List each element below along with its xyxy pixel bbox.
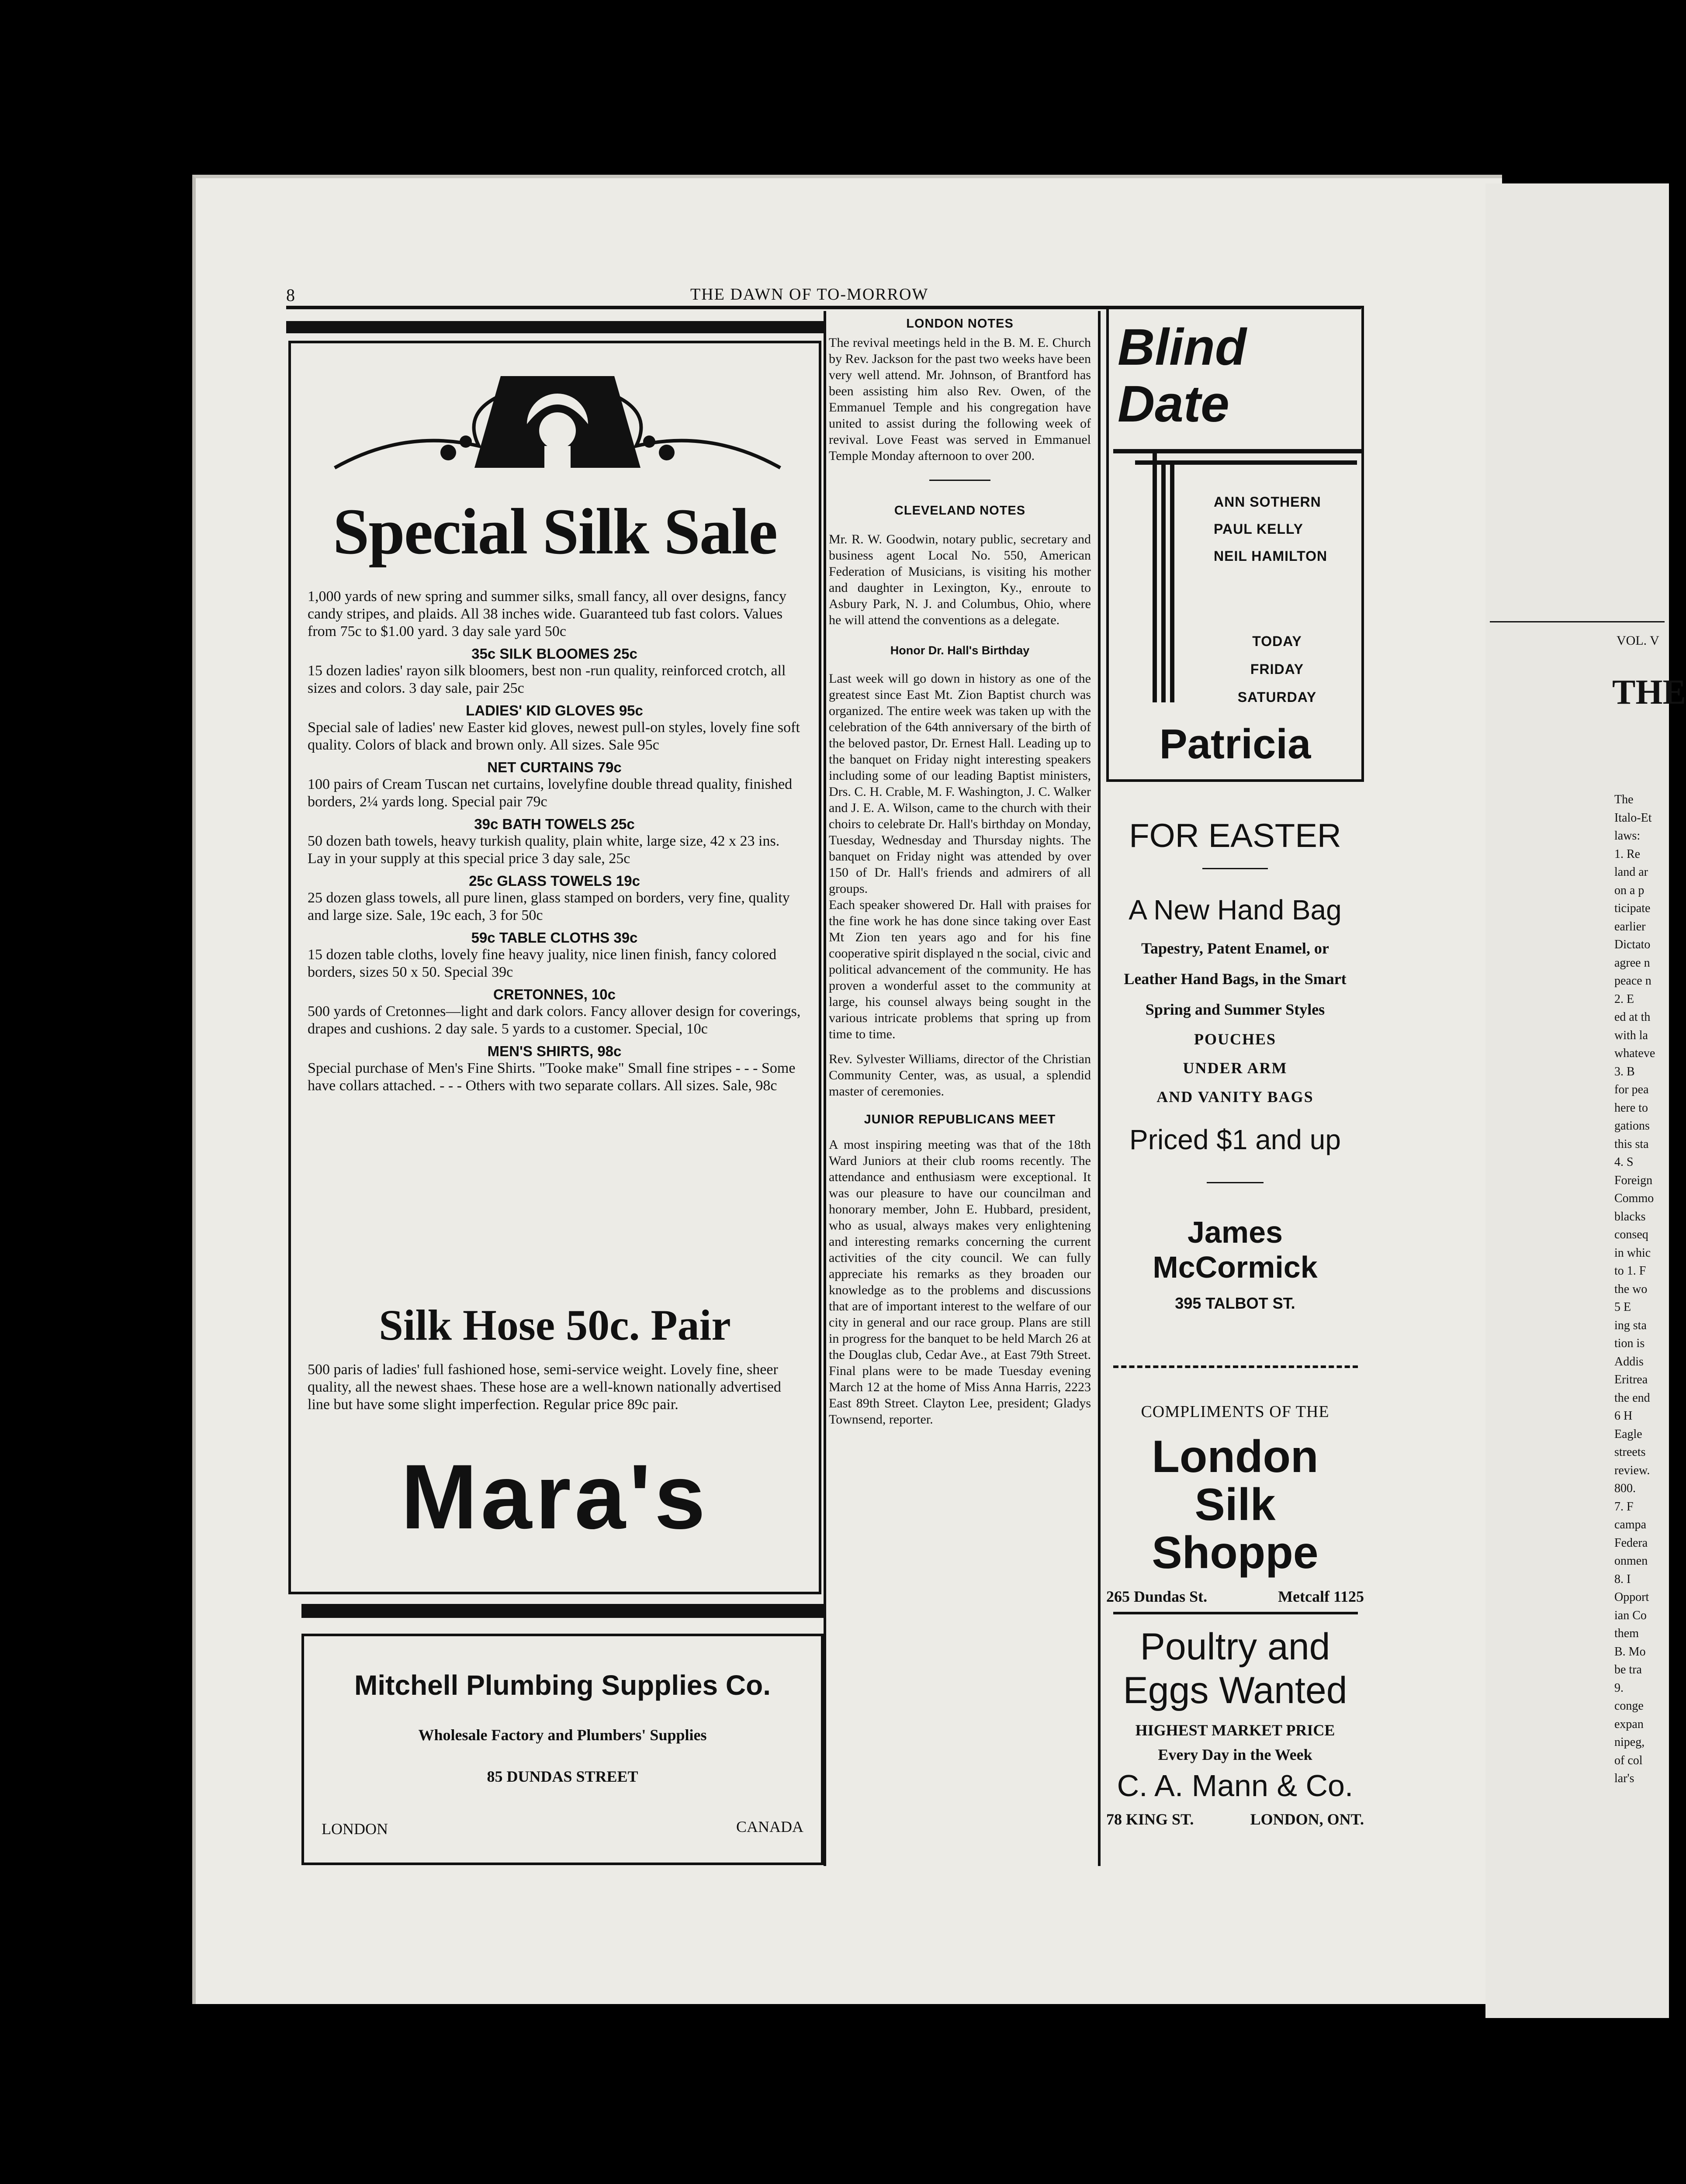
article-heading: Honor Dr. Hall's Birthday — [890, 644, 1030, 657]
fragment: agree n — [1614, 956, 1650, 970]
item-heading: 39c BATH TOWELS 25c — [474, 816, 635, 832]
shoppe-name-line2: Silk Shoppe — [1152, 1479, 1319, 1578]
column-rule — [1098, 311, 1101, 1866]
article-heading: CLEVELAND NOTES — [894, 504, 1026, 518]
item-heading: 35c SILK BLOOMES 25c — [471, 646, 637, 662]
item-text: 25 dozen glass towels, all pure linen, glass stamped on borders, very fine, quality and large size. Sale, 19c each, 3 for 50c — [308, 890, 790, 923]
ad-divider — [1113, 1612, 1358, 1614]
fragment: Eagle — [1614, 1427, 1642, 1441]
fragment: lar's — [1614, 1772, 1634, 1785]
item-heading: 59c TABLE CLOTHS 39c — [471, 930, 638, 946]
silk-intro: 1,000 yards of new spring and summer silks, small fancy, all over designs, fancy candy stripes, and plaids. All 38 inches wide. Guaranteed tub fast colors. Values from 75c to $1.00 yard. 3 day sale yard 50c — [308, 588, 786, 639]
poultry-line1: Poultry and — [1140, 1626, 1330, 1668]
silk-sale-body — [308, 588, 801, 1095]
silk-sale-ad — [288, 341, 821, 1594]
silk-shoppe-ad — [1106, 1402, 1364, 1609]
article-divider — [929, 480, 990, 481]
adjacent-text-fragments — [1614, 791, 1662, 1788]
adjacent-title: THE — [1612, 673, 1686, 712]
fragment: be tra — [1614, 1663, 1642, 1676]
fragment: Foreign — [1614, 1173, 1653, 1187]
fragment: ing sta — [1614, 1318, 1647, 1332]
item-heading: NET CURTAINS 79c — [487, 759, 622, 775]
poultry-contact — [1106, 1807, 1364, 1834]
ad-bottom-bar — [301, 1604, 824, 1618]
fragment: tion is — [1614, 1337, 1645, 1350]
silk-sale-title: Special Silk Sale — [332, 495, 777, 568]
deco-bar — [1153, 449, 1157, 702]
fragment: land ar — [1614, 865, 1648, 879]
fragment: Federa — [1614, 1536, 1648, 1550]
fragment: blacks — [1614, 1209, 1646, 1223]
fragment: for pea — [1614, 1083, 1649, 1096]
fragment: earlier — [1614, 919, 1646, 933]
fragment: to 1. F — [1614, 1264, 1646, 1278]
adjacent-rule — [1490, 621, 1665, 622]
fragment: 6 H — [1614, 1409, 1633, 1423]
silk-hose-title: Silk Hose 50c. Pair — [379, 1301, 731, 1349]
merchant-name: James McCormick — [1153, 1215, 1318, 1284]
fragment: 2. E — [1614, 992, 1634, 1006]
fragment: Opport — [1614, 1590, 1649, 1604]
article-body-3: Rev. Sylvester Williams, director of the Christian Community Center, was, as usual, a splendid master of ceremonies. — [829, 1052, 1091, 1099]
article-body: Last week will go down in history as one of the greatest since East Mt. Zion Baptist church was organized. The entire week was taken up with the celebration of the 64th anniversary of the birth of the beloved pastor, Dr. Ernest Hall. Leading up to the banquet on Friday night interesting speakers including some of our leading Baptist ministers, Drs. C. H. Crable, M. F. Washington, J. C. Walker and J. E. A. Wilson, came to the church with their choirs to celebrate Dr. Hall's birthday on Monday, Tuesday, Wednesday and Thursday nights. The banquet on Friday night was attended by over 150 of Dr. Hall's friends and admirers of all groups. — [829, 671, 1091, 896]
plumbing-ad — [301, 1634, 824, 1865]
article-body: Mr. R. W. Goodwin, notary public, secretary and business agent Local No. 550, American Federation of Musicians, is visiting his mother and daughter in Lexington, Ky., enroute to Asbury Park, N. J. and Columbus, Ohio, where he will attend the conventions as a delegate. — [829, 532, 1091, 627]
item-text: 500 yards of Cretonnes—light and dark colors. Fancy allover design for coverings, drapes and cushions. 2 day sale. 5 yards to a customer. Special, 10c — [308, 1003, 801, 1037]
poultry-line2: Eggs Wanted — [1123, 1669, 1347, 1711]
merchant-address: 395 TALBOT ST. — [1175, 1294, 1295, 1312]
item-text: Special purchase of Men's Fine Shirts. "Tooke make" Small fine stripes - - - Some have collars attached. - - - Others with two separate collars. All sizes. Sale, 98c — [308, 1060, 796, 1094]
fragment: 7. F — [1614, 1500, 1634, 1514]
easter-line: UNDER ARM — [1183, 1059, 1288, 1077]
store-name-logo: Mara's — [401, 1445, 709, 1548]
ad-top-bar — [286, 321, 824, 333]
theatre-name: Patricia — [1159, 721, 1311, 767]
poultry-line3: HIGHEST MARKET PRICE — [1135, 1721, 1335, 1739]
fragment: expan — [1614, 1717, 1644, 1731]
poultry-company: C. A. Mann & Co. — [1117, 1769, 1354, 1803]
fragment: Dictato — [1614, 938, 1651, 951]
movie-title-line2: Date — [1118, 375, 1229, 433]
item-text: 100 pairs of Cream Tuscan net curtains, lovelyfine double thread quality, finished borders, 2¼ yards long. Special pair 79c — [308, 776, 793, 810]
fragment: ian Co — [1614, 1608, 1647, 1622]
fragment: of col — [1614, 1753, 1643, 1767]
fragment: conseq — [1614, 1228, 1648, 1241]
easter-price: Priced $1 and up — [1129, 1124, 1341, 1155]
fragment: ticipate — [1614, 902, 1651, 915]
item-heading: LADIES' KID GLOVES 95c — [466, 702, 643, 719]
column-rule — [824, 311, 826, 1866]
shoppe-phone: Metcalf 1125 — [1278, 1588, 1364, 1605]
cast-member: PAUL KELLY — [1214, 521, 1303, 537]
plumbing-name: Mitchell Plumbing Supplies Co. — [354, 1669, 771, 1701]
page-number: 8 — [286, 285, 295, 305]
fragment: The — [1614, 793, 1634, 806]
cast-member: ANN SOTHERN — [1214, 494, 1321, 510]
dashed-divider — [1113, 1365, 1358, 1368]
compliments-text: COMPLIMENTS OF THE — [1141, 1403, 1329, 1421]
easter-bag-types — [1106, 1025, 1364, 1111]
fragment: laws: — [1614, 829, 1641, 843]
fragment: 800. — [1614, 1482, 1636, 1495]
movie-ad — [1106, 306, 1364, 782]
fragment: on a p — [1614, 883, 1644, 897]
poultry-city: LONDON, ONT. — [1250, 1811, 1364, 1828]
deco-bar — [1135, 460, 1357, 465]
easter-line: POUCHES — [1194, 1030, 1277, 1048]
fragment: onmen — [1614, 1554, 1648, 1568]
fragment: review. — [1614, 1463, 1650, 1477]
movie-days — [1222, 627, 1332, 711]
easter-heading: FOR EASTER — [1129, 817, 1341, 854]
fragment: 1. Re — [1614, 847, 1641, 861]
fragment: 5 E — [1614, 1300, 1631, 1314]
poultry-ad — [1106, 1625, 1364, 1834]
fragment: conge — [1614, 1699, 1644, 1713]
easter-product: A New Hand Bag — [1129, 894, 1342, 926]
fragment: 4. S — [1614, 1155, 1634, 1169]
show-day: TODAY — [1252, 633, 1302, 649]
easter-line: Spring and Summer Styles — [1145, 1001, 1325, 1018]
fragment: B. Mo — [1614, 1645, 1646, 1659]
easter-line: AND VANITY BAGS — [1156, 1088, 1314, 1106]
fragment: this sta — [1614, 1137, 1649, 1151]
fragment: gations — [1614, 1119, 1650, 1133]
deco-bar — [1170, 460, 1174, 702]
ad-divider — [1207, 1182, 1264, 1183]
fragment: here to — [1614, 1101, 1648, 1115]
item-heading: CRETONNES, 10c — [493, 986, 616, 1002]
cast-member: NEIL HAMILTON — [1214, 548, 1328, 564]
item-heading: MEN'S SHIRTS, 98c — [487, 1043, 622, 1059]
articles-column — [829, 317, 1091, 1427]
item-text: 50 dozen bath towels, heavy turkish quality, plain white, large size, 42 x 23 ins. Lay in your supply at this special price 3 day sale, 25c — [308, 833, 780, 867]
article-body: The revival meetings held in the B. M. E. Church by Rev. Jackson for the past two weeks have been very well attend. Mr. Johnson, of Brantford has been assisting him also Rev. Owen, of the Emmanuel Temple and his congregation have united to assist during the following week of revival. Love Feast was served in Emmanuel Temple Monday afternoon to over 200. — [829, 335, 1091, 463]
adjacent-vol: VOL. V — [1617, 633, 1659, 648]
easter-line: Leather Hand Bags, in the Smart — [1124, 970, 1347, 988]
movie-title-line1: Blind — [1118, 318, 1246, 376]
poultry-address: 78 KING ST. — [1106, 1811, 1194, 1828]
plumbing-tagline: Wholesale Factory and Plumbers' Supplies — [418, 1726, 707, 1744]
fragment: Italo-Et — [1614, 811, 1652, 825]
movie-cast — [1214, 488, 1327, 570]
item-heading: 25c GLASS TOWELS 19c — [469, 873, 640, 889]
newspaper-title: THE DAWN OF TO-MORROW — [690, 285, 929, 304]
fragment: Commo — [1614, 1192, 1654, 1205]
ornament-illustration — [317, 359, 798, 490]
fragment: 8. I — [1614, 1572, 1631, 1586]
fragment: 9. — [1614, 1681, 1624, 1695]
deco-bar — [1161, 460, 1166, 702]
fragment: them — [1614, 1627, 1639, 1640]
easter-line: Tapestry, Patent Enamel, or — [1141, 940, 1329, 957]
easter-details — [1106, 933, 1364, 1025]
show-day: SATURDAY — [1237, 689, 1317, 705]
plumbing-city: LONDON — [322, 1820, 388, 1838]
silk-hose-text: 500 paris of ladies' full fashioned hose, semi-service weight. Lovely fine, sheer quality, all the newest shaes. These hose are a well-known nationally advertised line but have some slight imperfection. Regular price 89c pair. — [308, 1362, 781, 1413]
fragment: whateve — [1614, 1047, 1655, 1060]
easter-ad — [1106, 817, 1364, 1313]
fragment: 3. B — [1614, 1064, 1635, 1078]
plumbing-address: 85 DUNDAS STREET — [487, 1768, 638, 1785]
item-text: 15 dozen table cloths, lovely fine heavy juality, nice linen finish, fancy colored borders, sizes 50 x 50. Special 39c — [308, 947, 777, 980]
fragment: Eritrea — [1614, 1373, 1648, 1386]
deco-bar — [1113, 449, 1361, 453]
fragment: nipeg, — [1614, 1735, 1645, 1749]
shoppe-name-line1: London — [1152, 1431, 1319, 1482]
fragment: with la — [1614, 1028, 1648, 1042]
article-heading: JUNIOR REPUBLICANS MEET — [864, 1113, 1056, 1127]
fragment: ed at th — [1614, 1010, 1651, 1024]
shoppe-address: 265 Dundas St. — [1106, 1588, 1208, 1605]
article-heading: LONDON NOTES — [906, 317, 1014, 331]
fragment: streets — [1614, 1445, 1646, 1459]
article-body-2: Each speaker showered Dr. Hall with praises for the fine work he has done since taking over East Mt Zion ten years ago and for his fine cooperative spirit displayed n the social, civic and political advancement of the community. He has proven a wonderful asset to the community at large, his counsel always being sought in the various intricate problems that spring up from time to time. — [829, 898, 1091, 1041]
fragment: the wo — [1614, 1282, 1648, 1296]
shoppe-contact — [1106, 1583, 1364, 1609]
item-text: 15 dozen ladies' rayon silk bloomers, best non -run quality, reinforced crotch, all sizes and colors. 3 day sale, pair 25c — [308, 663, 786, 696]
fragment: peace n — [1614, 974, 1651, 988]
ad-divider — [1202, 868, 1268, 869]
plumbing-country: CANADA — [736, 1818, 803, 1835]
article-body: A most inspiring meeting was that of the 18th Ward Juniors at their club rooms recently. The attendance and enthusiasm were exceptional. It was our pleasure to have our councilman and honorary member, John E. Hubbard, president, who as usual, always makes very enlightening and interesting remarks concerning the current activities of the city council. We can fully appreciate his remarks as they broaden our knowledge as to the problems and discussions that are of important interest to the welfare of our city in general and our race group. Plans are still in progress for the banquet to be held March 26 at the Douglas club, Cedar Ave., at East 79th Street. Final plans were to be made Tuesday evening March 12 at the home of Miss Anna Harris, 2223 East 89th Street. Clayton Lee, president; Gladys Townsend, reporter. — [829, 1137, 1091, 1427]
fragment: the end — [1614, 1391, 1650, 1405]
fragment: Addis — [1614, 1355, 1644, 1368]
fragment: in whic — [1614, 1246, 1651, 1260]
fragment: campa — [1614, 1518, 1647, 1531]
item-text: Special sale of ladies' new Easter kid gloves, newest pull-on styles, lovely fine soft quality. Colors of black and brown only. All sizes. Sale 95c — [308, 719, 800, 753]
poultry-line4: Every Day in the Week — [1158, 1746, 1312, 1763]
show-day: FRIDAY — [1250, 661, 1304, 677]
